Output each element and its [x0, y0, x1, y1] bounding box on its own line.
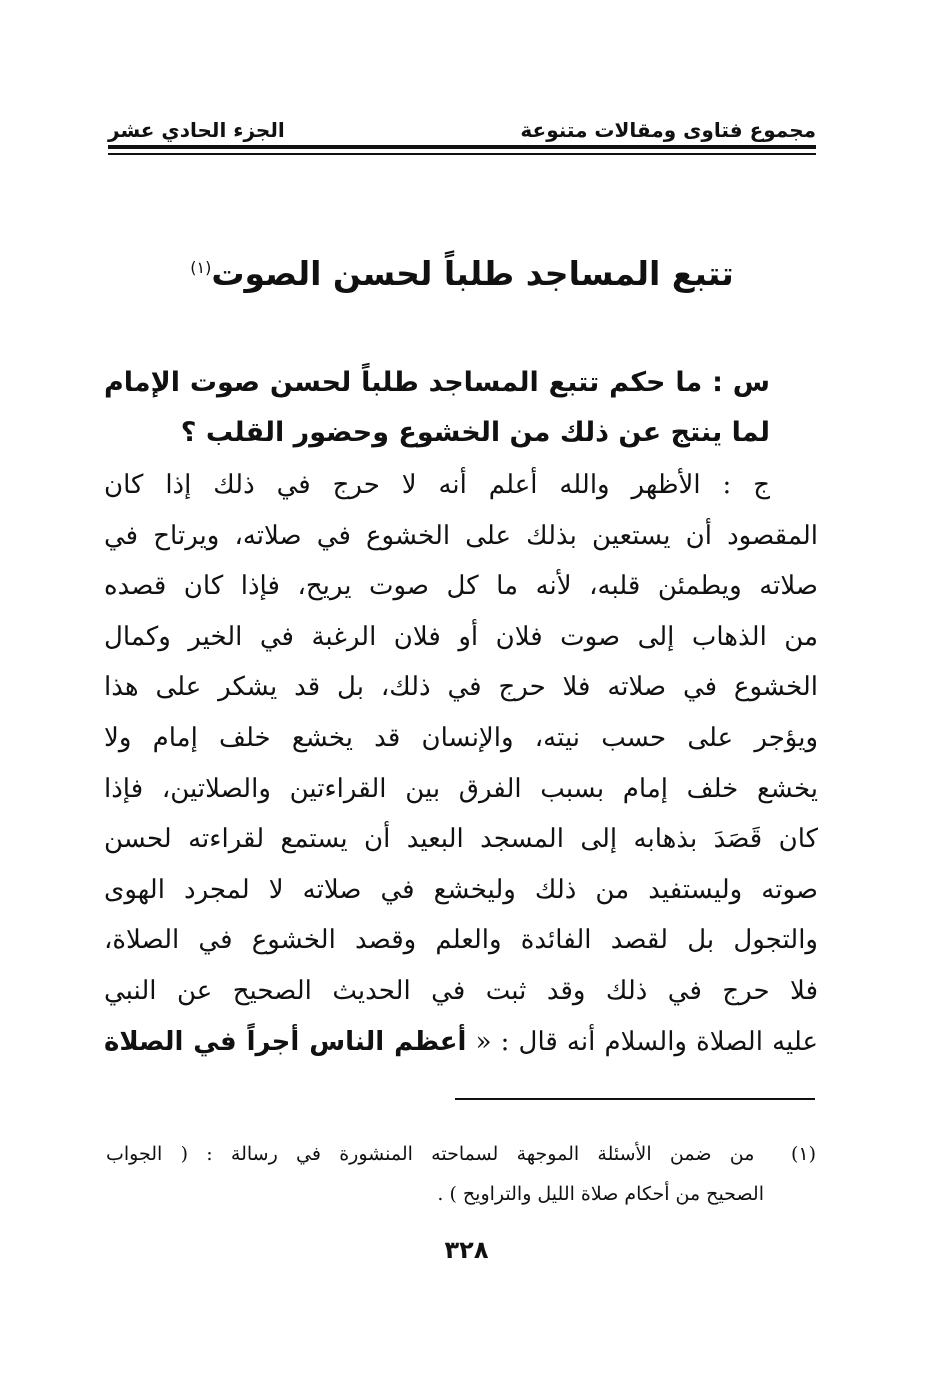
question-line: لما ينتج عن ذلك من الخشوع وحضور القلب ؟: [180, 417, 770, 448]
answer-line: فلا حرج في ذلك وقد ثبت في الحديث الصحيح عن النبي: [104, 975, 818, 1006]
hadith-quote: أعظم الناس أجراً في الصلاة: [104, 1026, 467, 1057]
answer-line: كان قَصَدَ بذهابه إلى المسجد البعيد أن يستمع لقراءته لحسن: [104, 824, 818, 855]
answer-last-line: [104, 1017, 818, 1068]
answer-line: من الذهاب إلى صوت فلان أو فلان الرغبة في الخير وكمال: [104, 621, 818, 652]
footnote: [106, 1134, 816, 1214]
answer-line: ج : الأظهر والله أعلم أنه لا حرج في ذلك إذا كان: [104, 470, 770, 500]
footnote-text-1: من ضمن الأسئلة الموجهة لسماحته المنشورة في رسالة : ( الجواب: [106, 1143, 755, 1165]
answer-line: ويؤجر على حسب نيته، والإنسان قد يخشع خلف إمام ولا: [104, 722, 818, 753]
answer-line: صوته وليستفيد من ذلك وليخشع في صلاته لا لمجرد الهوى: [104, 874, 818, 905]
running-header: [108, 108, 816, 142]
footnote-line: [106, 1134, 816, 1174]
footnote-number: (١): [790, 1143, 816, 1165]
answer-line: صلاته ويطمئن قلبه، لأنه ما كل صوت يريح، فإذا كان قصده: [104, 571, 818, 602]
page-number: ٣٢٨: [444, 1236, 489, 1264]
book-title: مجموع فتاوى ومقالات متنوعة: [520, 118, 816, 142]
answer-block: [104, 460, 818, 1067]
header-rule-thin: [108, 153, 816, 155]
question-line: س : ما حكم تتبع المساجد طلباً لحسن صوت الإمام: [104, 367, 770, 398]
header-rule-thick: [108, 145, 816, 149]
article-title: [108, 238, 816, 304]
answer-line: الخشوع في صلاته فلا حرج في ذلك، بل قد يشكر على هذا: [104, 672, 818, 703]
footnote-text-2: الصحيح من أحكام صلاة الليل والتراويح ) .: [437, 1183, 764, 1205]
volume-label: الجزء الحادي عشر: [108, 118, 285, 142]
article-title-text: تتبع المساجد طلباً لحسن الصوت: [211, 254, 734, 293]
question-block: [104, 358, 818, 458]
footnote-rule: [455, 1098, 815, 1100]
title-footnote-ref: (١): [190, 258, 212, 277]
answer-line: والتجول بل لقصد الفائدة والعلم وقصد الخشوع في الصلاة،: [104, 925, 818, 956]
answer-line: المقصود أن يستعين بذلك على الخشوع في صلاته، ويرتاح في: [104, 520, 818, 551]
answer-line: يخشع خلف إمام بسبب الفرق بين القراءتين والصلاتين، فإذا: [104, 773, 818, 804]
answer-last-line-plain: عليه الصلاة والسلام أنه قال : «: [475, 1026, 818, 1057]
